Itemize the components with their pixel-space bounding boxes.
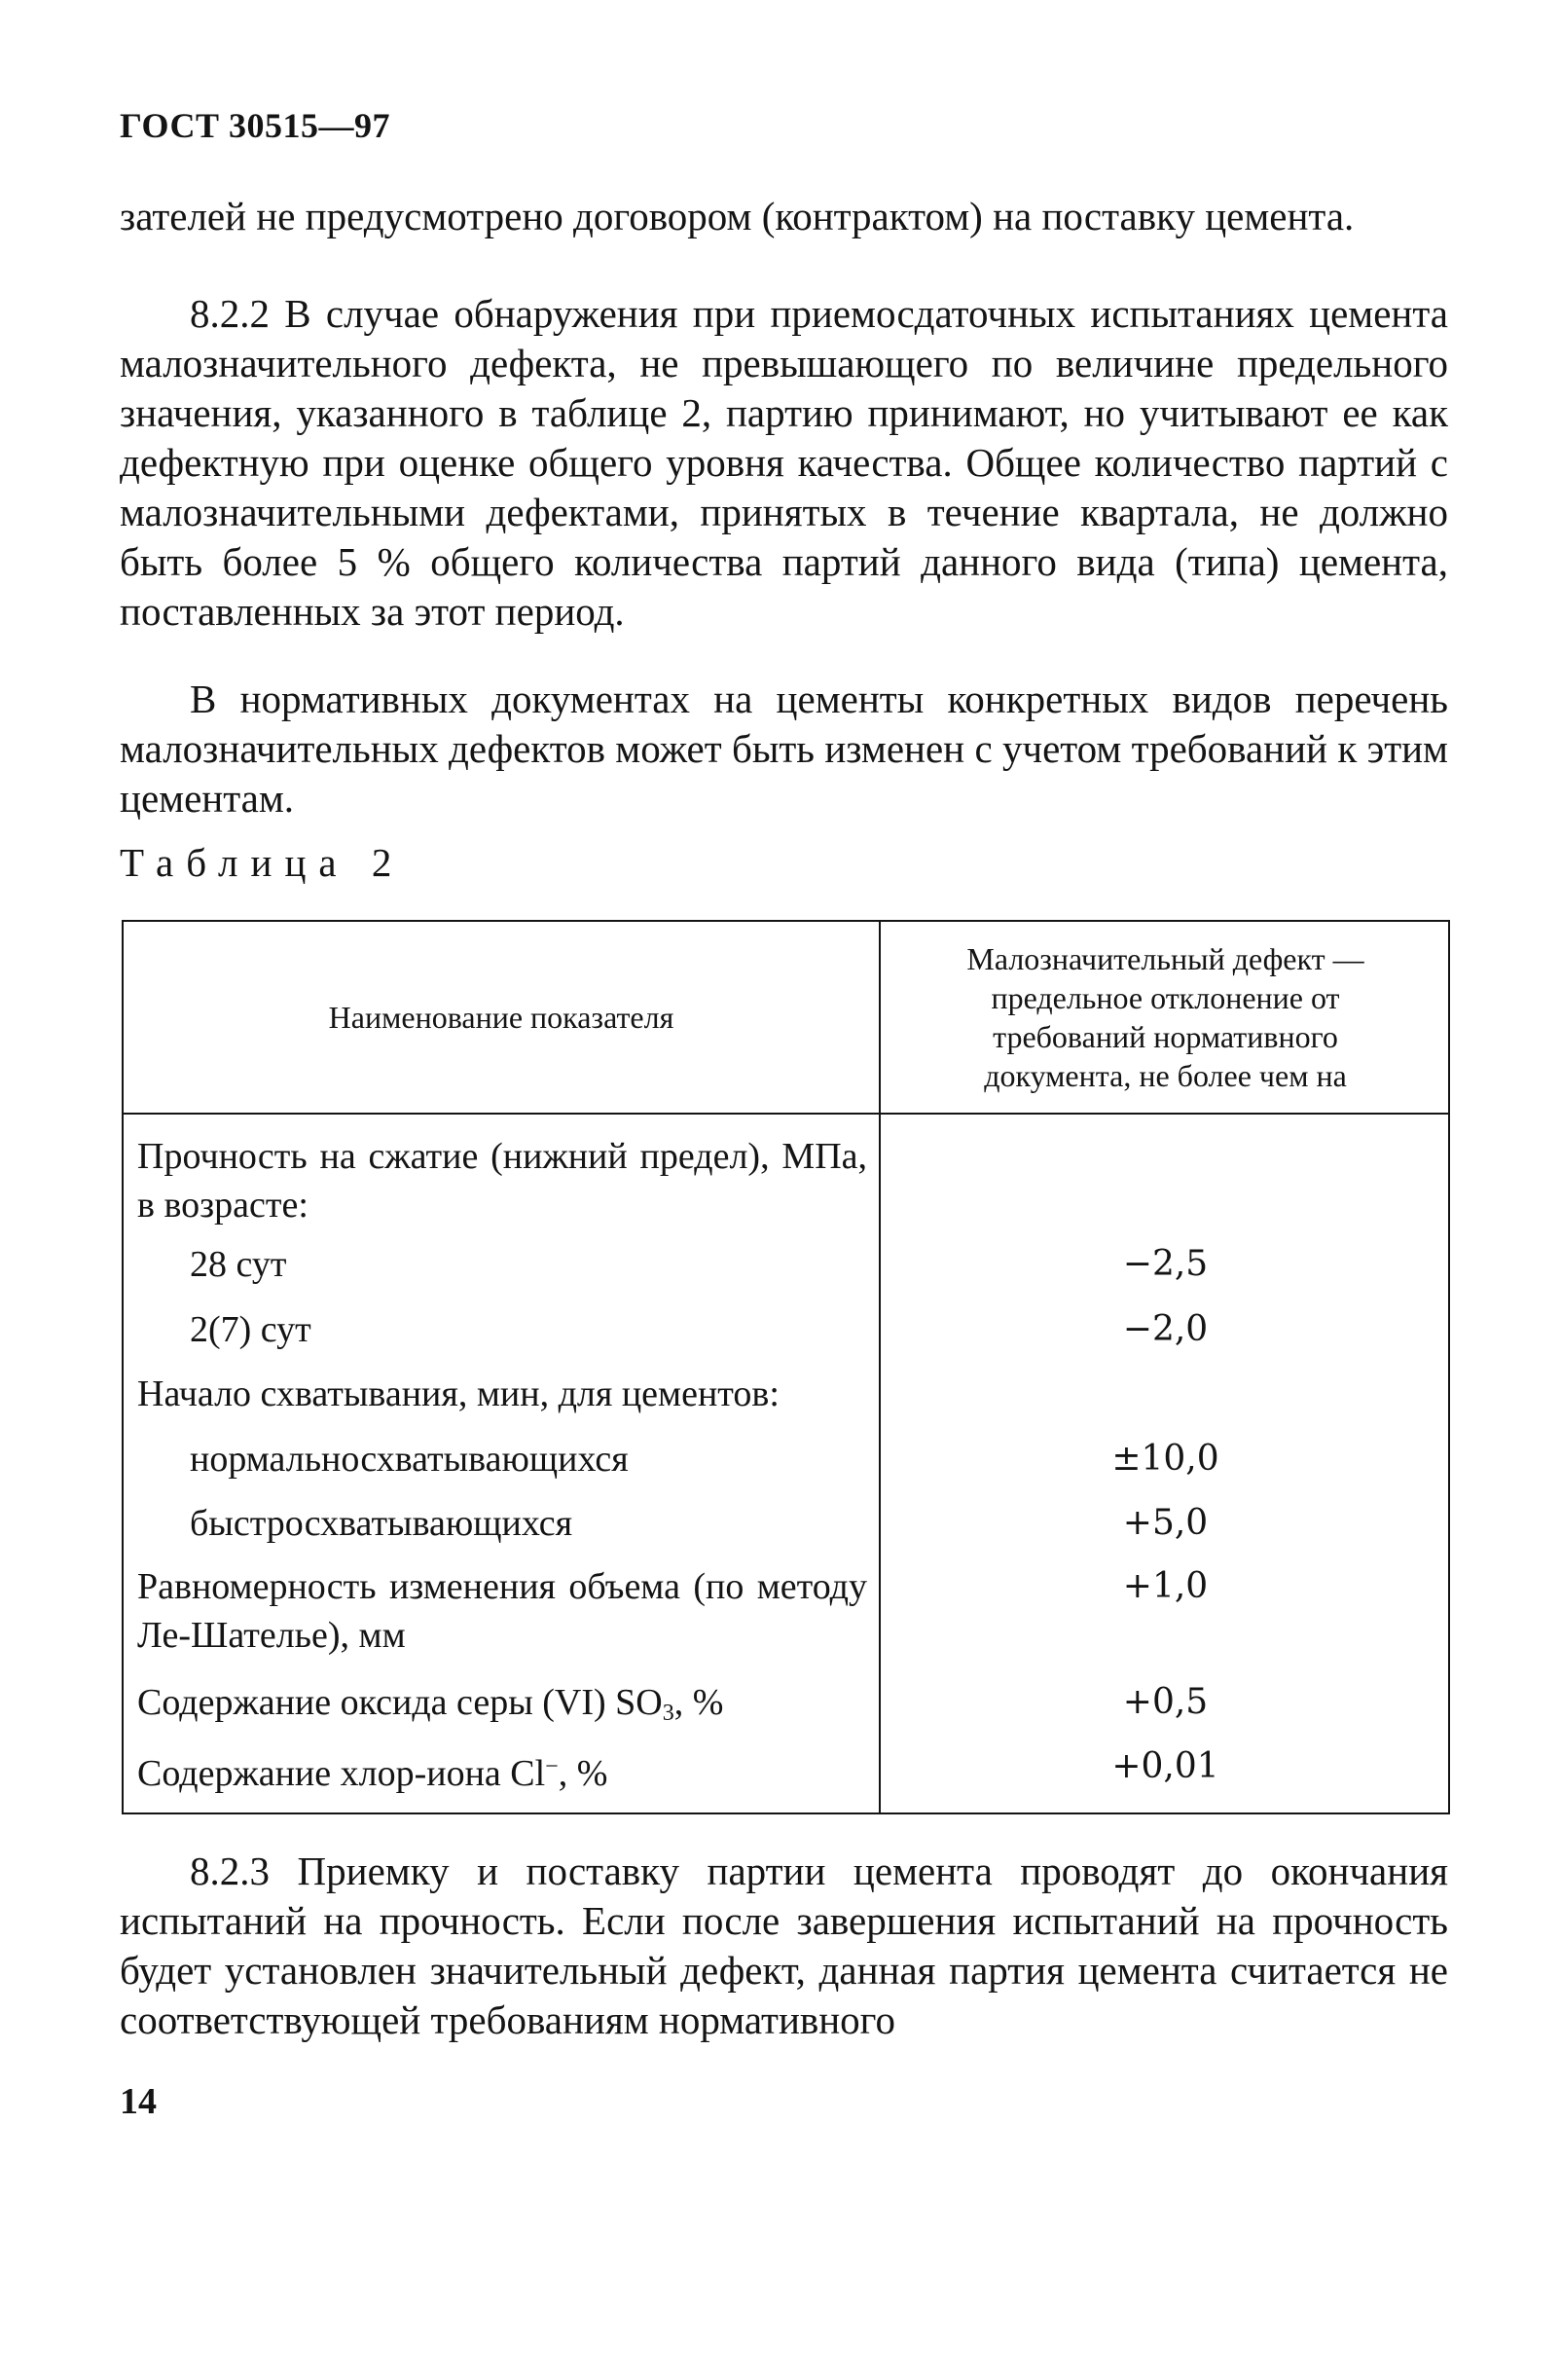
row-label: Прочность на сжатие (нижний предел), МПа, в возрасте: xyxy=(137,1136,867,1226)
table-title: Таблица 2 xyxy=(120,840,405,885)
row-label-text: Содержание хлор-иона Cl xyxy=(137,1753,546,1794)
row-label xyxy=(137,1742,867,1798)
defects-table xyxy=(122,920,1450,1814)
superscript: − xyxy=(545,1754,559,1779)
row-label: Начало схватывания, мин, для цементов: xyxy=(137,1373,780,1414)
paragraph-normative-docs: В нормативных документах на цементы конкретных видов перечень малозначительных дефектов может быть изменен с учетом требований к этим цементам. xyxy=(120,677,1448,821)
row-label: 2(7) сут xyxy=(190,1309,311,1350)
row-label: 28 сут xyxy=(190,1244,287,1285)
paragraph-8-2-3: 8.2.3 Приемку и поставку партии цемента проводят до окончания испытаний на прочность. Если после завершения испытаний на прочность будет установлен значительный дефект, данная партия цемента считается не соответствующей требованиям нормативного xyxy=(120,1849,1448,2042)
table-header-deviation xyxy=(881,922,1450,1113)
row-value: +1,0 xyxy=(1122,1566,1209,1606)
row-value: −2,5 xyxy=(1122,1244,1209,1284)
header-line: документа, не более чем на xyxy=(984,1058,1347,1093)
subscript: 3 xyxy=(662,1701,674,1726)
table-header-indicator: Наименование показателя xyxy=(328,999,674,1035)
row-value: −2,0 xyxy=(1122,1309,1209,1349)
row-label: быстросхватывающихся xyxy=(190,1503,573,1544)
document-code: ГОСТ 30515—97 xyxy=(120,106,390,145)
row-label: нормальносхватывающихся xyxy=(190,1439,629,1480)
row-label-text: , % xyxy=(558,1753,608,1794)
row-label-text: , % xyxy=(673,1682,724,1723)
paragraph-8-2-2: 8.2.2 В случае обнаружения при приемосдаточных испытаниях цемента малозначительного дефекта, не превышающего по величине предельного значения, указанного в таблице 2, партию принимают, но учитывают ее как дефектную при оценке общего уровня качества. Общее количество партий с малозначительными дефектами, принятых в течение квартала, не должно быть более 5 % общего количества партий данного вида (типа) цемента, поставленных за этот период. xyxy=(120,291,1448,634)
table-header-divider xyxy=(124,1113,1448,1115)
row-value: +0,01 xyxy=(1111,1746,1219,1786)
header-line: Малозначительный дефект — xyxy=(966,941,1364,976)
row-value: ±10,0 xyxy=(1111,1439,1219,1479)
row-value: +0,5 xyxy=(1122,1682,1209,1722)
row-label: Равномерность изменения объема (по методу Ле-Шателье), мм xyxy=(137,1566,867,1656)
row-label xyxy=(137,1678,867,1738)
page-number: 14 xyxy=(120,2081,157,2122)
header-line: предельное отклонение от xyxy=(991,980,1340,1015)
header-line: требований нормативного xyxy=(993,1019,1338,1054)
row-label-text: Содержание оксида серы (VI) SO xyxy=(137,1682,663,1723)
paragraph-continuation: зателей не предусмотрено договором (контрактом) на поставку цемента. xyxy=(120,194,1355,238)
row-value: +5,0 xyxy=(1122,1503,1209,1543)
